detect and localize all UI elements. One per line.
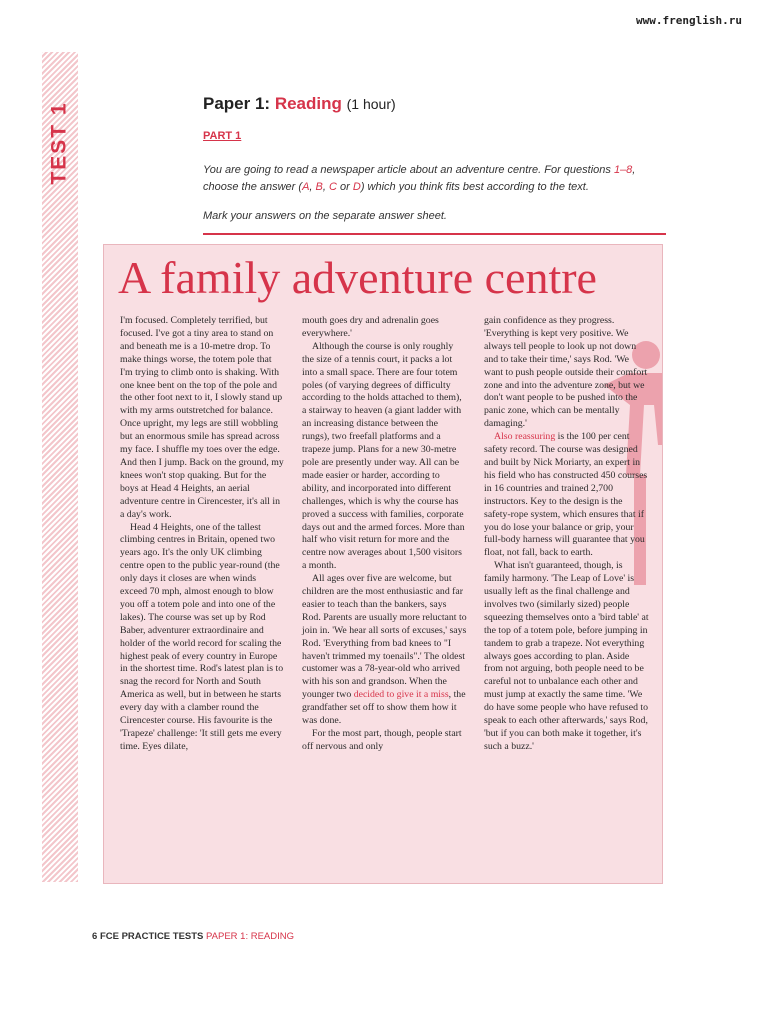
article-title: A family adventure centre [118,252,597,303]
option-d: D [352,181,361,193]
paragraph: I'm focused. Completely terrified, but focused. I've got a tiny area to stand on and beneath me is a 10-metre drop. To make things worse, the totem pole that I'm trying to climb onto is shaking. With one knee bent on the top of the pole and the other foot next to it, I slowly stand up with my arms outstretched for balance. Once upright, my legs are still wobbling but an enormous smile has spread across my face. I shuffle my toes over the edge. And then I jump. Back on the ground, my knees won't stop quaking. But for the boys at Head 4 Heights, an aerial adventure centre in Cirencester, it's all in a day's work. [120,315,284,520]
test-tab [44,88,76,198]
text: All ages over five are welcome, but children are the most enthusiastic and far easier to teach than the bankers, says Rod. Parents are usually more reluctant to join in. 'We hear all sorts of excuses,' says Rod. 'Everything from bad knees to "I haven't trimmed my toenails".' The oldest customer was a 78-year-old who arrived with his son and grandson. When the younger two [302,573,467,701]
paragraph: Although the course is only roughly the size of a tennis court, it packs a lot into a small space. There are four totem poles (of varying degrees of difficulty according to the holds attached to them), a stairway to heaven (a giant ladder with an increasing distance between the rungs), two freefall platforms and a trapeze jump. Plans for a new 30-metre pole are presently under way. All can be made easier or harder, according to ability, and incorporated into different challenges, which is why the course has proved a success with families, corporate days out and the armed forces. More than half who visit return for more and the centre now averages about 1,500 visitors a month. [302,340,465,572]
article-column-1 [120,315,285,754]
paragraph: gain confidence as they progress. 'Everything is kept very positive. We always tell people to look up not down and to take their time,' says Rod. 'We want to push people outside their comfort zone and into the adventure zone, but we don't want people to be pushed into the panic zone, which can be mentally damaging.' [484,315,648,430]
paragraph: For the most part, though, people start off nervous and only [302,728,462,752]
site-url: www.frenglish.ru [636,14,742,27]
answer-sheet-note: Mark your answers on the separate answer sheet. [203,210,447,222]
highlighted-phrase: decided to give it a miss [353,689,449,701]
paragraph [302,573,467,728]
divider [203,233,666,235]
paragraph: What isn't guaranteed, though, is family harmony. 'The Leap of Love' is usually left as the final challenge and involves two (similarly sized) people squeezing themselves onto a 'bird table' at the top of a totem pole, before jumping in tandem to grab a trapeze. Not everything always goes according to plan. Aside from not arguing, both people need to be careful not to unbalance each other and must jump at exactly the same time. 'We do have some people who have refused to speak to each other afterwards,' says Rod, 'but if you can both make it together, it's such a buzz.' [484,560,649,752]
text: is the 100 per cent safety record. The course was designed and built by Nick Moriarty, an expert in his field who has constructed 450 courses in 16 countries and trained 2,700 instructors. Key to the design is the safety-rope system, which ensures that if you do lose your balance or grip, your full-body harness will guarantee that you float, not fall, back to earth. [484,431,648,559]
instr-text-2: , choose the answer ( [203,164,636,193]
article-panel [103,244,663,884]
option-c: C [329,181,337,193]
instructions [203,162,653,196]
question-range: 1–8 [613,164,633,176]
instr-text-3: ) which you think fits best according to the text. [360,181,589,193]
test-tab-label: TEST 1 [48,101,71,185]
sep-3: or [336,181,353,193]
part-label: PART 1 [203,130,242,142]
page-number: 6 [92,931,98,942]
footer-section: PAPER 1: READING [206,931,295,942]
paragraph: mouth goes dry and adrenalin goes everywhere.' [302,315,439,339]
sep-1: , [309,181,316,193]
paragraph [484,431,649,560]
paper-section: Reading [274,94,342,113]
article-column-3 [484,315,649,754]
paper-title [203,94,396,114]
paper-duration: (1 hour) [346,96,396,112]
paper-number: Paper 1: [203,94,271,113]
book-title: FCE PRACTICE TESTS [99,931,204,942]
text: , the grandfather set off to show them how it was done. [302,689,466,727]
option-a: A [302,181,310,193]
page-footer [92,931,294,942]
instr-text-1: You are going to read a newspaper article about an adventure centre. For questions [203,164,614,176]
highlighted-phrase: Also reassuring [494,431,556,443]
paragraph: Head 4 Heights, one of the tallest climbing centres in Britain, opened two years ago. It's the only UK climbing centre open to the public year-round (the only days it closes are when winds exceed 70 mph, almost enough to blow you off a totem pole and into one of the lakes). The course was set up by Rod Baber, adventurer extraordinaire and holder of the world record for scaling the highest peak of every country in Europe in the shortest time. Rod's latest plan is to snag the record for North and South America as well, but in between he starts every day with a clamber round the Cirencester course. His favourite is the 'Trapeze' challenge: 'It still gets me every time. Eyes dilate, [120,521,284,752]
sep-2: , [322,181,329,193]
article-column-2 [302,315,467,754]
option-b: B [315,181,323,193]
